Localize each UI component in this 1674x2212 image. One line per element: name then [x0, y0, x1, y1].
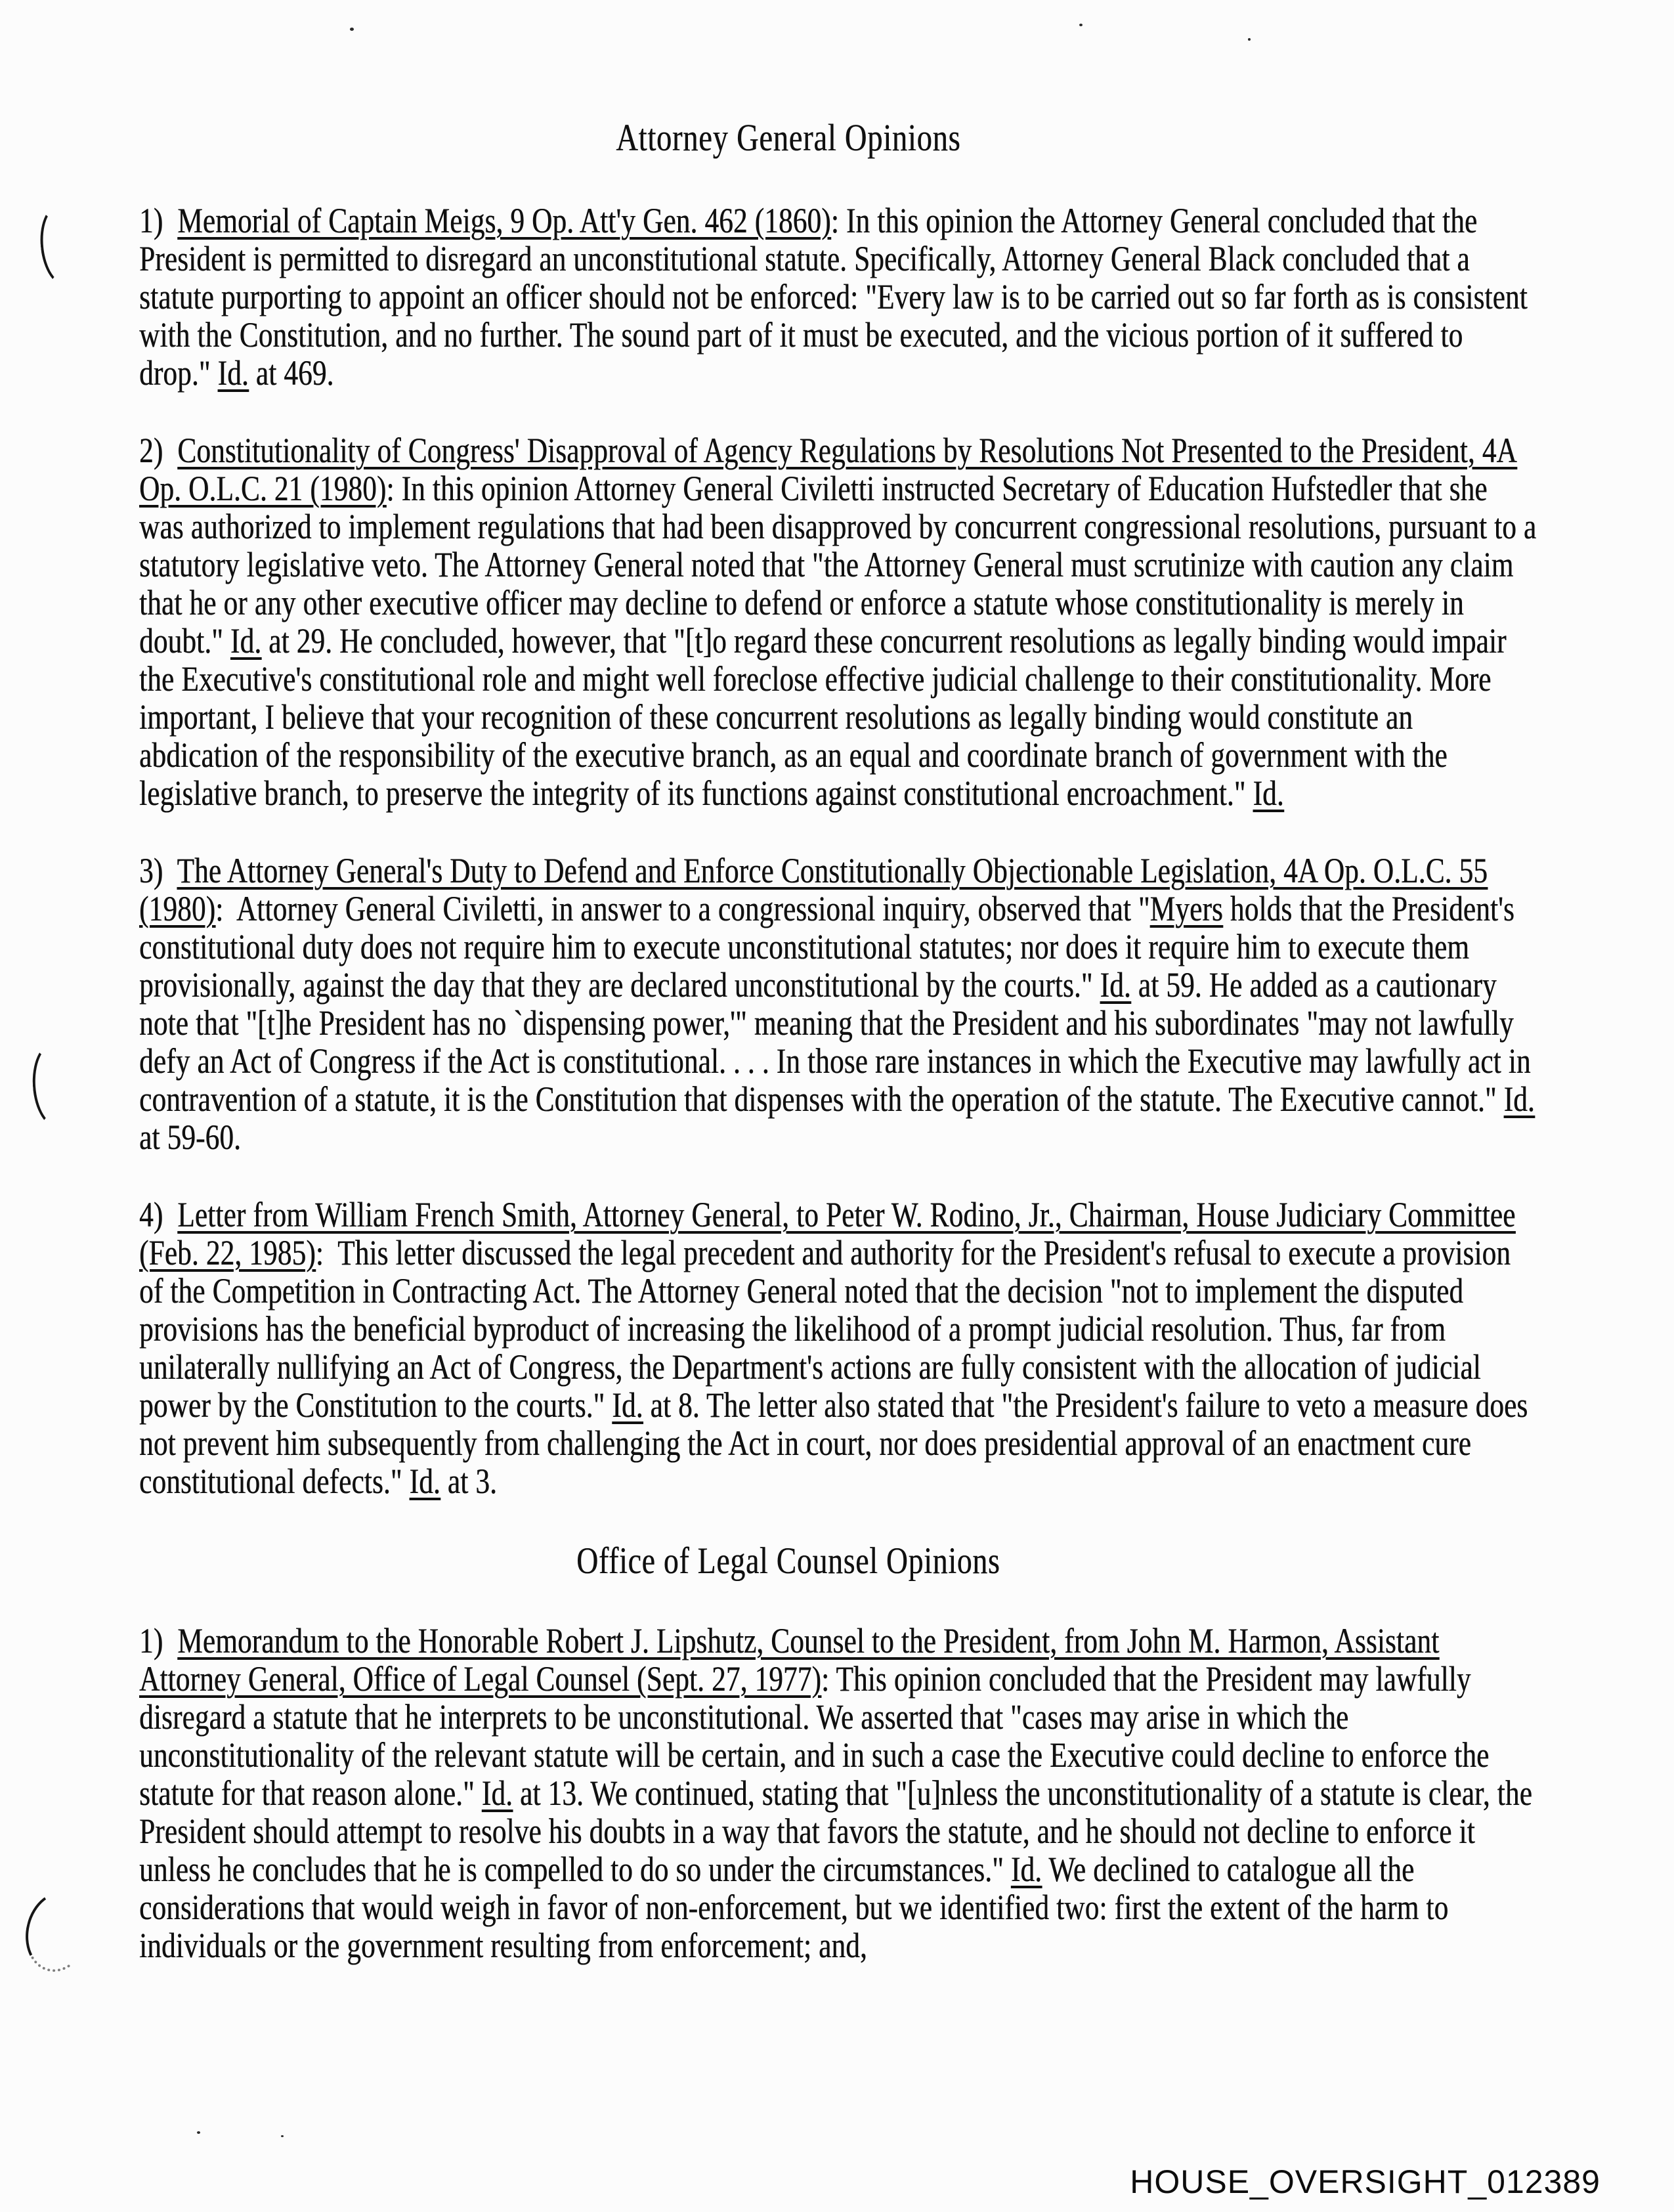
- opinion-paragraph-ag-3: 3) The Attorney General's Duty to Defend and Enforce Constitutionally Objectionable Legislation, 4A Op. O.L.C. 55 (1980): Attorney General Civiletti, in answer to a congressional inquiry, observed that "Myers holds that the President's constitutional duty does not require him to execute unconstitutional statutes; nor does it require him to execute them provisionally, against the day that they are declared unconstitutional by the courts." Id. at 59. He added as a cautionary note that "[t]he President has no `dispensing power,'" meaning that the President and his subordinates "may not lawfully defy an Act of Congress if the Act is constitutional. . . . In those rare instances in which the Executive may lawfully act in contravention of a statute, it is the Constitution that dispenses with the operation of the statute. The Executive cannot." Id. at 59-60.: [139, 851, 1535, 1157]
- document-content: [139, 116, 1537, 2004]
- scan-speck: [1079, 24, 1083, 26]
- scan-artifact-crescent-top: [37, 203, 89, 288]
- scan-speck: [281, 2135, 284, 2137]
- opinion-paragraph-ag-1: 1) Memorial of Captain Meigs, 9 Op. Att'y Gen. 462 (1860): In this opinion the Attorney General concluded that the President is permitted to disregard an unconstitutional statute. Specifically, Attorney General Black concluded that a statute purporting to appoint an officer should not be enforced: "Every law is to be carried out so far forth as is consistent with the Constitution, and no further. The sound part of it must be executed, and the vicious portion of it suffered to drop." Id. at 469.: [139, 201, 1528, 393]
- opinion-paragraph-ag-4: 4) Letter from William French Smith, Attorney General, to Peter W. Rodino, Jr., Chairman, House Judiciary Committee (Feb. 22, 1985): This letter discussed the legal precedent and authority for the President's refusal to execute a provision of the Competition in Contracting Act. The Attorney General noted that the decision "not to implement the disputed provisions has the beneficial byproduct of increasing the likelihood of a prompt judicial resolution. Thus, far from unilaterally nullifying an Act of Congress, the Department's actions are fully consistent with the allocation of judicial power by the Constitution to the courts." Id. at 8. The letter also stated that "the President's failure to veto a measure does not prevent him subsequently from challenging the Act in court, nor does presidential approval of an enactment cure constitutional defects." Id. at 3.: [139, 1195, 1528, 1501]
- bates-number: HOUSE_OVERSIGHT_012389: [1130, 2163, 1600, 2200]
- scan-artifact-crescent-bottom: [17, 1884, 98, 1979]
- section-heading-attorney-general-opinions: Attorney General Opinions: [616, 116, 961, 159]
- scan-speck: [197, 2131, 200, 2134]
- opinion-paragraph-ag-2: 2) Constitutionality of Congress' Disapproval of Agency Regulations by Resolutions Not Presented to the President, 4A Op. O.L.C. 21 (1980): In this opinion Attorney General Civiletti instructed Secretary of Education Hufstedler that she was authorized to implement regulations that had been disapproved by concurrent congressional resolutions, pursuant to a statutory legislative veto. The Attorney General noted that "the Attorney General must scrutinize with caution any claim that he or any other executive officer may decline to defend or enforce a statute whose constitutionality is merely in doubt." Id. at 29. He concluded, however, that "[t]o regard these concurrent resolutions as legally binding would impair the Executive's constitutional role and might well foreclose effective judicial challenge to their constitutionality. More important, I believe that your recognition of these concurrent resolutions as legally binding would constitute an abdication of the responsibility of the executive branch, as an equal and coordinate branch of government with the legislative branch, to preserve the integrity of its functions against constitutional encroachment." Id.: [139, 431, 1537, 813]
- scan-artifact-crescent-middle: [30, 1041, 82, 1130]
- section-heading-office-of-legal-counsel-opinions: Office of Legal Counsel Opinions: [576, 1540, 1000, 1582]
- scan-speck: [350, 28, 354, 31]
- opinion-paragraph-olc-1: 1) Memorandum to the Honorable Robert J. Lipshutz, Counsel to the President, from John M. Harmon, Assistant Attorney General, Office of Legal Counsel (Sept. 27, 1977): This opinion concluded that the President may lawfully disregard a statute that he interprets to be unconstitutional. We asserted that "cases may arise in which the unconstitutionality of the relevant statute will be certain, and in such a case the Executive could decline to enforce the statute for that reason alone." Id. at 13. We continued, stating that "[u]nless the unconstitutionality of a statute is clear, the President should attempt to resolve his doubts in a way that favors the statute, and he should not decline to enforce it unless he concludes that he is compelled to do so under the circumstances." Id. We declined to catalogue all the considerations that would weigh in favor of non-enforcement, but we identified two: first the extent of the harm to individuals or the government resulting from enforcement; and,: [139, 1621, 1532, 1965]
- scan-speck: [1248, 38, 1251, 41]
